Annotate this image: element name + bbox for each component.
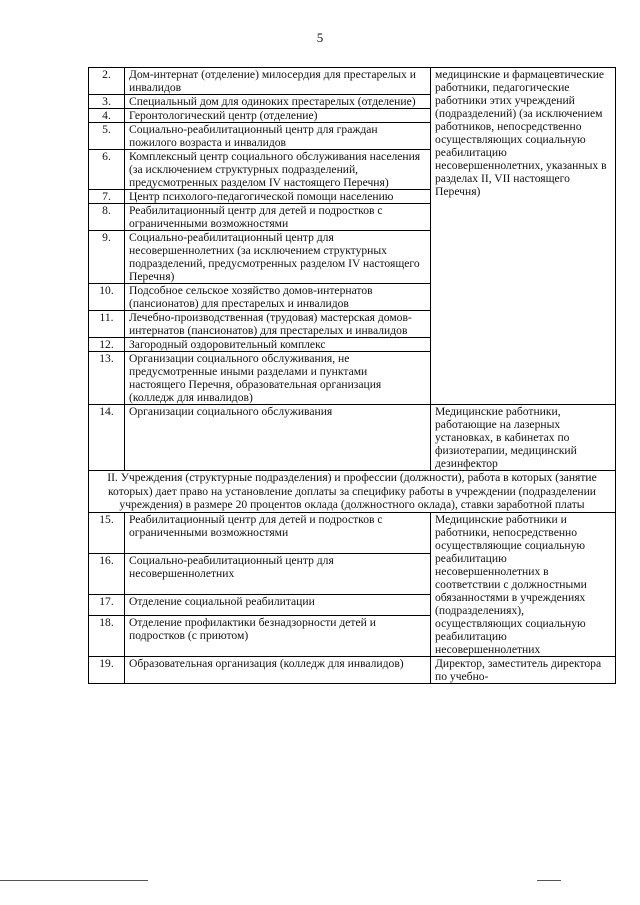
institution-name: Социально-реабилитационный центр для несовершеннолетних bbox=[125, 553, 431, 594]
table-row bbox=[89, 512, 616, 553]
institution-name: Центр психолого-педагогической помощи населению bbox=[125, 190, 431, 204]
row-number: 8. bbox=[89, 204, 125, 231]
institution-name: Реабилитационный центр для детей и подростков с ограниченными возможностями bbox=[125, 512, 431, 553]
row-number: 12. bbox=[89, 338, 125, 352]
institution-name: Организации социального обслуживания, не предусмотренные иными разделами и пунктами настоящего Перечня, образовательная организация (колледж для инвалидов) bbox=[125, 352, 431, 405]
institution-name: Реабилитационный центр для детей и подростков с ограниченными возможностями bbox=[125, 204, 431, 231]
row-number: 7. bbox=[89, 190, 125, 204]
row-number: 9. bbox=[89, 231, 125, 284]
row-number: 17. bbox=[89, 594, 125, 615]
institution-name: Отделение социальной реабилитации bbox=[125, 594, 431, 615]
institution-name: Загородный оздоровительный комплекс bbox=[125, 338, 431, 352]
institution-name: Специальный дом для одиноких престарелых (отделение) bbox=[125, 95, 431, 109]
table-row bbox=[89, 656, 616, 683]
row-number: 3. bbox=[89, 95, 125, 109]
row-number: 10. bbox=[89, 284, 125, 311]
table-row bbox=[89, 68, 616, 95]
section-heading-row bbox=[89, 471, 616, 513]
eligible-staff: медицинские и фармацевтические работники, педагогические работники этих учреждений (подразделений) (за исключением работников, непосредственно осуществляющих социальную реабилитацию несовершеннолетних, указанных в разделах II, VII настоящего Перечня) bbox=[431, 68, 616, 405]
institution-name: Образовательная организация (колледж для инвалидов) bbox=[125, 656, 431, 683]
institution-name: Лечебно-производственная (трудовая) мастерская домов-интернатов (пансионатов) для престарелых и инвалидов bbox=[125, 311, 431, 338]
row-number: 19. bbox=[89, 656, 125, 683]
table-row bbox=[89, 405, 616, 471]
row-number: 16. bbox=[89, 553, 125, 594]
institution-name: Комплексный центр социального обслуживания населения (за исключением структурных подразделений, предусмотренных разделом IV настоящего Перечня) bbox=[125, 150, 431, 190]
footer-rule-right bbox=[537, 880, 561, 881]
positions-table bbox=[88, 67, 616, 684]
eligible-staff: Медицинские работники, работающие на лазерных установках, в кабинетах по физиотерапии, медицинский дезинфектор bbox=[431, 405, 616, 471]
institution-name: Социально-реабилитационный центр для несовершеннолетних (за исключением структурных подразделений, предусмотренных разделом IV настоящего Перечня) bbox=[125, 231, 431, 284]
row-number: 11. bbox=[89, 311, 125, 338]
row-number: 5. bbox=[89, 123, 125, 150]
row-number: 2. bbox=[89, 68, 125, 95]
row-number: 13. bbox=[89, 352, 125, 405]
institution-name: Организации социального обслуживания bbox=[125, 405, 431, 471]
institution-name: Подсобное сельское хозяйство домов-интернатов (пансионатов) для престарелых и инвалидов bbox=[125, 284, 431, 311]
institution-name: Геронтологический центр (отделение) bbox=[125, 109, 431, 123]
section-heading: II. Учреждения (структурные подразделения) и профессии (должности), работа в которых (занятие которых) дает право на установление доплаты за специфику работы в учреждении (подразделении учреждения) в размере 20 процентов оклада (должностного оклада), ставки заработной платы bbox=[89, 471, 616, 513]
row-number: 4. bbox=[89, 109, 125, 123]
footer-rule-left bbox=[0, 880, 148, 881]
row-number: 14. bbox=[89, 405, 125, 471]
row-number: 15. bbox=[89, 512, 125, 553]
row-number: 18. bbox=[89, 615, 125, 656]
institution-name: Отделение профилактики безнадзорности детей и подростков (с приютом) bbox=[125, 615, 431, 656]
eligible-staff: Медицинские работники и работники, непосредственно осуществляющие социальную реабилитацию несовершеннолетних в соответствии с должностными обязанностями в учреждениях (подразделениях), осуществляющих социальную реабилитацию несовершеннолетних bbox=[431, 512, 616, 656]
page-number: 5 bbox=[316, 30, 324, 45]
institution-name: Социально-реабилитационный центр для граждан пожилого возраста и инвалидов bbox=[125, 123, 431, 150]
eligible-staff: Директор, заместитель директора по учебно- bbox=[431, 656, 616, 683]
institution-name: Дом-интернат (отделение) милосердия для престарелых и инвалидов bbox=[125, 68, 431, 95]
row-number: 6. bbox=[89, 150, 125, 190]
